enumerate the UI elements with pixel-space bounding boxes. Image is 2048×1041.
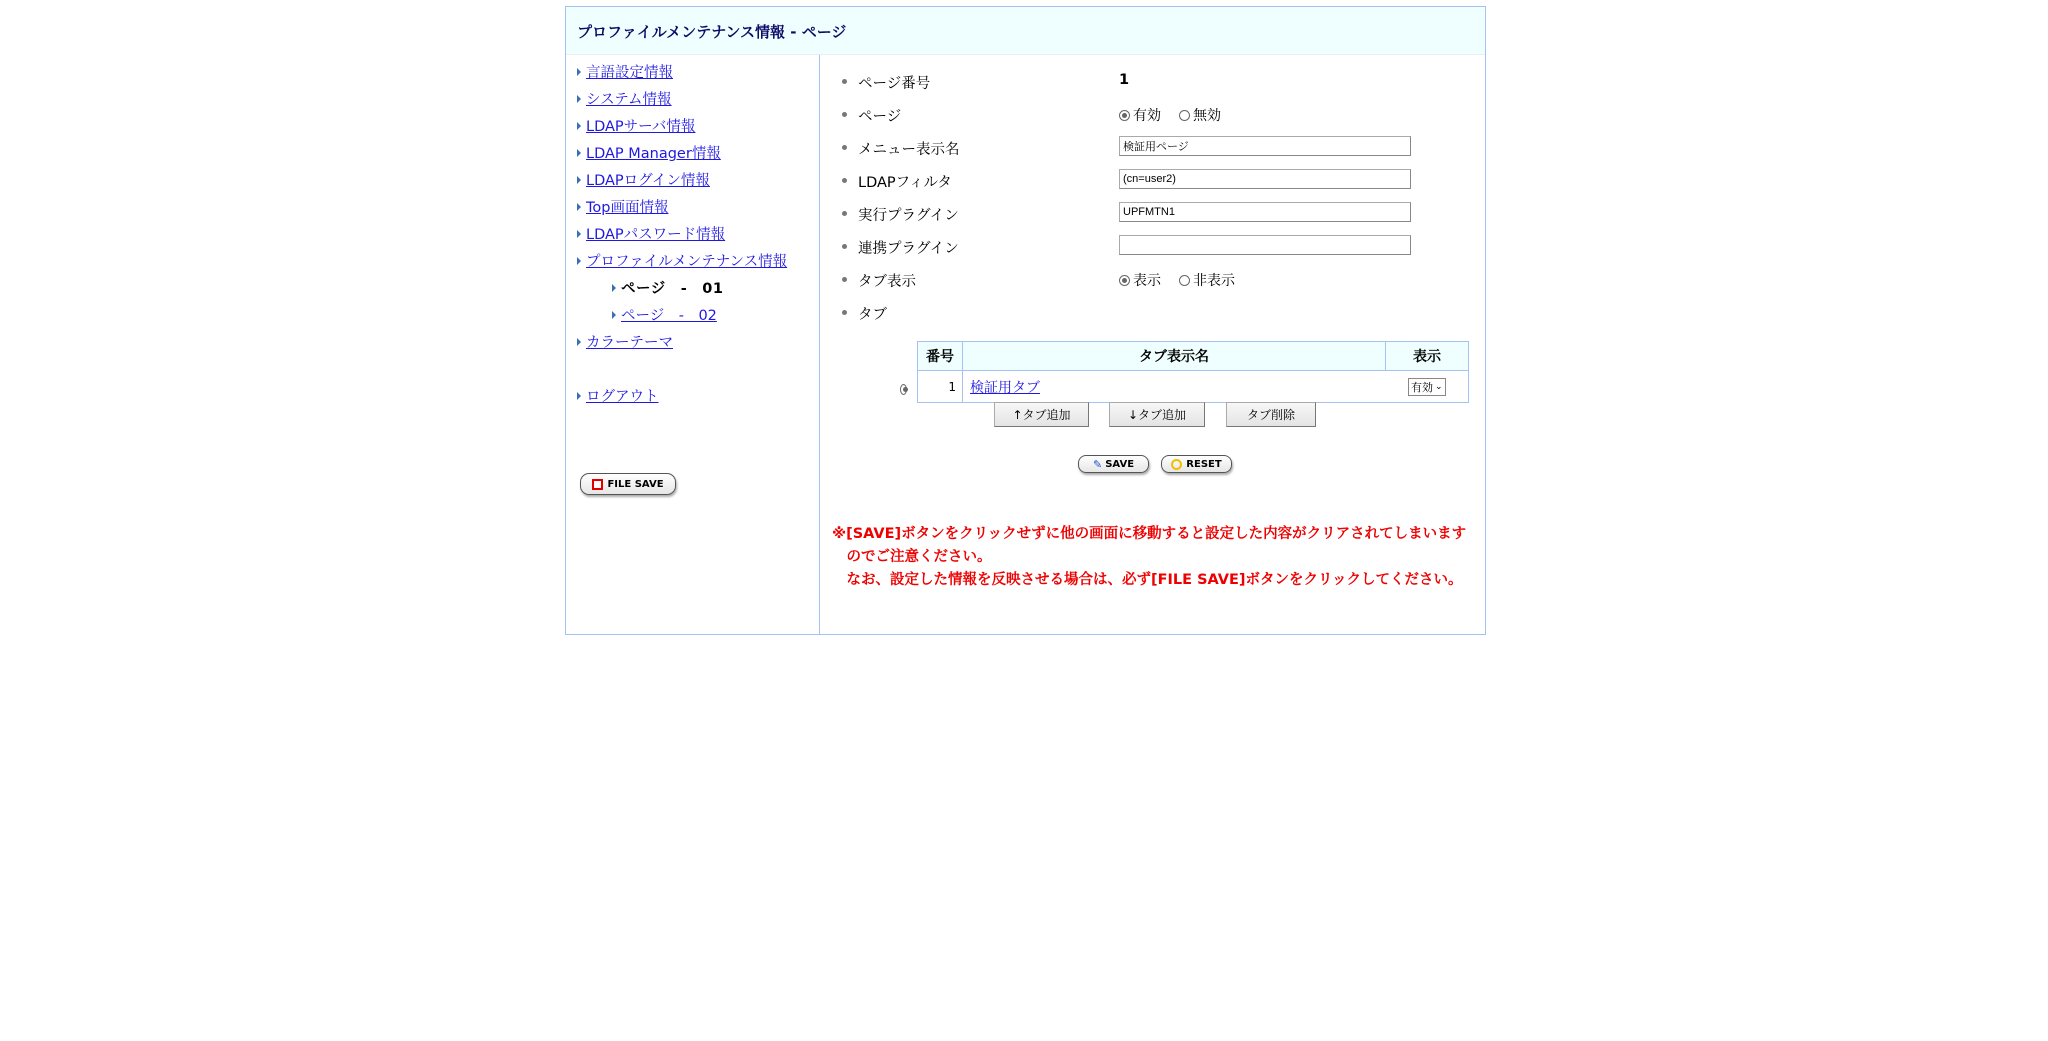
page-number-value: 1 <box>1119 72 1130 88</box>
current-page-label: ページ - 01 <box>621 281 724 297</box>
tab-hide-radio[interactable] <box>1179 270 1235 290</box>
select-value: 有効 <box>1410 380 1433 394</box>
row-tab-display <box>820 268 1485 290</box>
tab-number-cell: 1 <box>918 371 963 403</box>
row-tab <box>820 301 1485 323</box>
radio-label: 非表示 <box>1193 273 1235 289</box>
field-label: タブ表示 <box>858 274 916 290</box>
page-enabled-radio[interactable] <box>1119 105 1161 125</box>
column-header: 表示 <box>1386 342 1469 371</box>
field-label: ページ番号 <box>858 76 931 92</box>
sidebar-item-ldap-login[interactable] <box>577 169 710 190</box>
tab-table <box>917 341 1469 403</box>
add-tab-above-button[interactable]: ↑タブ追加 <box>994 402 1089 427</box>
field-label: LDAPフィルタ <box>858 175 952 191</box>
file-save-label: FILE SAVE <box>607 478 664 490</box>
row-page-number <box>820 70 1485 92</box>
tab-display-radio-group <box>1119 270 1253 290</box>
triangle-right-icon <box>577 122 581 130</box>
column-header: タブ表示名 <box>963 342 1386 371</box>
tab-show-radio[interactable] <box>1119 270 1161 290</box>
page-disabled-radio[interactable] <box>1179 105 1221 125</box>
row-exec-plugin <box>820 202 1485 224</box>
warning-line: のでご注意ください。 <box>832 549 992 565</box>
bullet-icon <box>842 79 847 84</box>
link-plugin-input[interactable] <box>1119 235 1411 255</box>
radio-checked-icon <box>900 384 907 395</box>
chevron-down-icon: ⌄ <box>1434 381 1443 392</box>
bullet-icon <box>842 277 847 282</box>
sidebar-item-system[interactable] <box>577 88 672 109</box>
radio-label: 表示 <box>1133 273 1161 289</box>
field-label: 実行プラグイン <box>858 208 959 224</box>
sidebar-link[interactable]: LDAP Manager情報 <box>586 146 721 162</box>
sidebar-link[interactable]: ページ - 02 <box>621 308 717 324</box>
radio-unchecked-icon <box>1179 110 1190 121</box>
triangle-right-icon <box>577 68 581 76</box>
field-label: タブ <box>858 307 887 323</box>
table-row <box>918 371 1469 403</box>
warning-line: ※[SAVE]ボタンをクリックせずに他の画面に移動すると設定した内容がクリアされてしまいます <box>832 526 1467 542</box>
row-ldap-filter <box>820 169 1485 191</box>
radio-checked-icon <box>1119 110 1130 121</box>
save-label: SAVE <box>1105 458 1135 470</box>
ldap-filter-input[interactable] <box>1119 169 1411 189</box>
page-radio-group <box>1119 105 1239 125</box>
save-button[interactable] <box>1078 455 1149 473</box>
page-title: プロファイルメンテナンス情報 - ページ <box>577 23 847 41</box>
sidebar-link[interactable]: LDAPサーバ情報 <box>586 119 696 135</box>
sidebar-item-page-01 <box>612 277 723 298</box>
file-save-button[interactable] <box>580 473 676 495</box>
tab-display-select[interactable] <box>1408 378 1446 396</box>
triangle-right-icon <box>577 230 581 238</box>
row-menu-name <box>820 136 1485 158</box>
menu-name-input[interactable] <box>1119 136 1411 156</box>
radio-label: 無効 <box>1193 108 1221 124</box>
exec-plugin-input[interactable] <box>1119 202 1411 222</box>
bullet-icon <box>842 244 847 249</box>
table-header-row <box>918 342 1469 371</box>
field-label: 連携プラグイン <box>858 241 959 257</box>
sidebar-item-color-theme[interactable] <box>577 331 673 352</box>
sidebar-link[interactable]: システム情報 <box>586 92 672 108</box>
radio-unchecked-icon <box>1179 275 1190 286</box>
delete-tab-button[interactable]: タブ削除 <box>1226 402 1316 427</box>
triangle-right-icon <box>577 176 581 184</box>
main-content <box>820 55 1485 634</box>
red-square-icon <box>592 479 603 490</box>
field-label: ページ <box>858 109 902 125</box>
page-header <box>566 7 1485 55</box>
sidebar-link[interactable]: ログアウト <box>586 389 659 405</box>
triangle-right-icon <box>577 338 581 346</box>
tab-row-select-radio[interactable] <box>900 384 910 394</box>
triangle-right-icon <box>577 257 581 265</box>
bullet-icon <box>842 310 847 315</box>
sidebar <box>566 55 820 634</box>
sidebar-item-ldap-server[interactable] <box>577 115 695 136</box>
sidebar-link[interactable]: プロファイルメンテナンス情報 <box>586 254 788 270</box>
reset-label: RESET <box>1186 458 1222 470</box>
triangle-right-icon <box>612 311 616 319</box>
radio-label: 有効 <box>1133 108 1161 124</box>
bullet-icon <box>842 112 847 117</box>
triangle-right-icon <box>612 284 616 292</box>
tab-display-cell <box>1386 371 1469 403</box>
triangle-right-icon <box>577 149 581 157</box>
sidebar-item-top-screen[interactable] <box>577 196 668 217</box>
triangle-right-icon <box>577 392 581 400</box>
bullet-icon <box>842 145 847 150</box>
tab-name-link[interactable]: 検証用タブ <box>970 379 1040 396</box>
sidebar-link[interactable]: LDAPパスワード情報 <box>586 227 726 243</box>
triangle-right-icon <box>577 95 581 103</box>
row-page <box>820 103 1485 125</box>
field-label: メニュー表示名 <box>858 142 960 158</box>
sidebar-item-page-02[interactable] <box>612 304 717 325</box>
column-header: 番号 <box>918 342 963 371</box>
radio-checked-icon <box>1119 275 1130 286</box>
sidebar-link[interactable]: LDAPログイン情報 <box>586 173 710 189</box>
triangle-right-icon <box>577 203 581 211</box>
sidebar-link[interactable]: カラーテーマ <box>586 335 673 351</box>
pen-icon: ✎ <box>1092 457 1103 471</box>
sidebar-link[interactable]: Top画面情報 <box>586 200 669 216</box>
sidebar-item-language[interactable] <box>577 61 673 82</box>
bullet-icon <box>842 211 847 216</box>
bullet-icon <box>842 178 847 183</box>
reset-button[interactable] <box>1161 455 1232 473</box>
sidebar-item-ldap-manager[interactable] <box>577 142 721 163</box>
sidebar-item-profile-maintenance[interactable] <box>577 250 787 271</box>
ring-icon <box>1171 459 1182 470</box>
warning-line: なお、設定した情報を反映させる場合は、必ず[FILE SAVE]ボタンをクリックしてください。 <box>832 572 1463 588</box>
warning-message <box>832 523 1472 592</box>
row-link-plugin <box>820 235 1485 257</box>
sidebar-item-logout[interactable] <box>577 385 659 406</box>
sidebar-item-ldap-password[interactable] <box>577 223 725 244</box>
tab-name-cell <box>963 371 1386 403</box>
profile-maintenance-panel <box>565 6 1486 635</box>
add-tab-below-button[interactable]: ↓タブ追加 <box>1109 402 1205 427</box>
sidebar-link[interactable]: 言語設定情報 <box>586 65 673 81</box>
